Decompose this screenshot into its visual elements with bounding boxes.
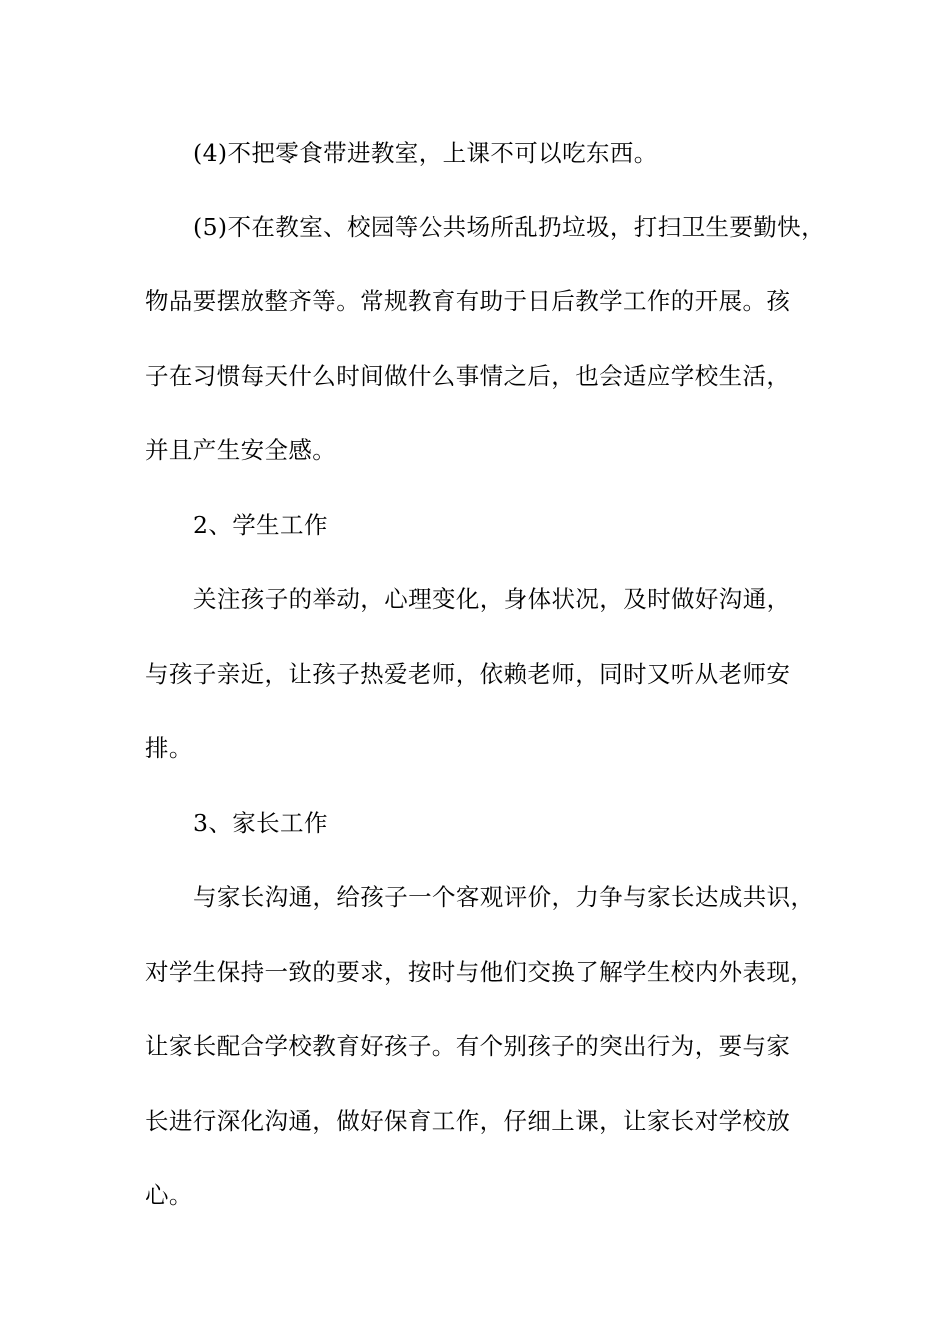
text-line: 对学生保持一致的要求，按时与他们交换了解学生校内外表现， xyxy=(145,958,815,986)
text-line: 让家长配合学校教育好孩子。有个别孩子的突出行为，要与家 xyxy=(145,1032,791,1060)
text-line: 与家长沟通，给孩子一个客观评价，力争与家长达成共识， xyxy=(193,883,815,911)
text-line-item-4: (4)不把零食带进教室，上课不可以吃东西。 xyxy=(193,139,658,167)
section-heading-student-work: 2、学生工作 xyxy=(193,511,328,539)
text-line: 关注孩子的举动，心理变化，身体状况，及时做好沟通， xyxy=(193,585,791,613)
text-line: 与孩子亲近，让孩子热爱老师，依赖老师，同时又听从老师安 xyxy=(145,660,791,688)
text-line: 物品要摆放整齐等。常规教育有助于日后教学工作的开展。孩 xyxy=(145,287,791,315)
text-line-item-5: (5)不在教室、校园等公共场所乱扔垃圾，打扫卫生要勤快， xyxy=(193,213,825,241)
text-line: 心。 xyxy=(145,1181,193,1209)
text-line: 子在习惯每天什么时间做什么事情之后，也会适应学校生活， xyxy=(145,362,791,390)
text-line: 长进行深化沟通，做好保育工作，仔细上课，让家长对学校放 xyxy=(145,1107,791,1135)
text-line: 并且产生安全感。 xyxy=(145,436,337,464)
text-line: 排。 xyxy=(145,734,193,762)
section-heading-parent-work: 3、家长工作 xyxy=(193,809,328,837)
